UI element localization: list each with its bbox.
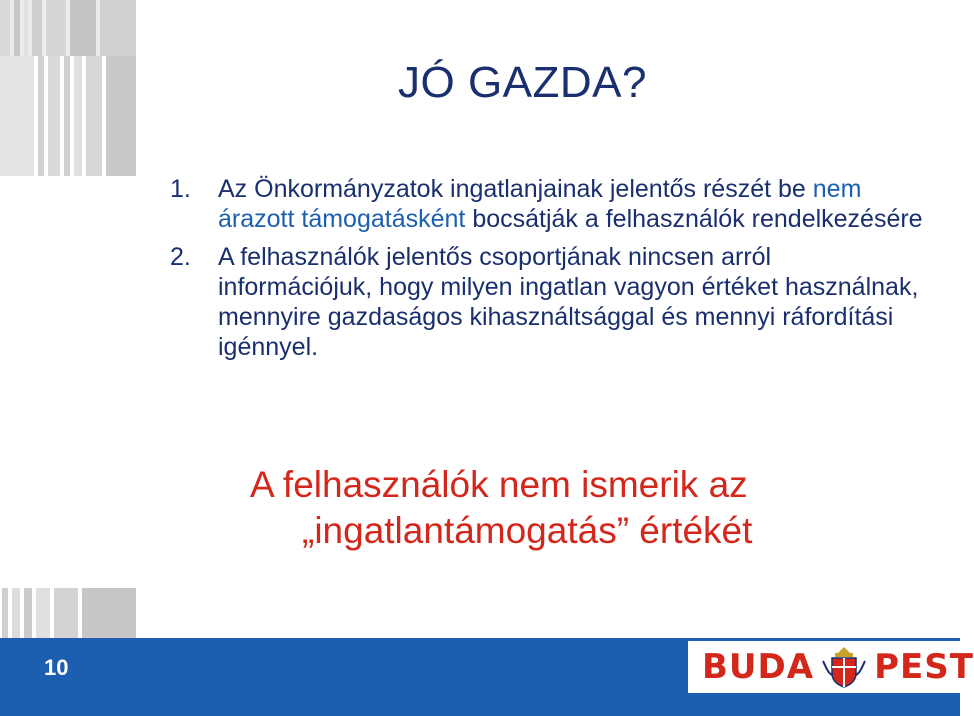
budapest-logo	[688, 641, 974, 693]
slide-title: JÓ GAZDA?	[398, 58, 647, 107]
conclusion-line-1: A felhasználók nem ismerik az	[250, 464, 748, 505]
list-item-number: 1.	[170, 175, 191, 203]
logo-wordmark	[702, 645, 974, 689]
decorative-stripes-top	[0, 0, 136, 56]
list-item	[170, 174, 930, 234]
list-item	[170, 242, 930, 362]
logo-pest-text: PEST	[874, 647, 974, 687]
decorative-stripes-bottom	[0, 588, 136, 638]
bullet-list	[170, 174, 930, 370]
list-item-text: A felhasználók jelentős csoportjának nincsen arról információjuk, hogy milyen ingatlan vagyon értéket használnak, mennyire gazdaságos kihasználtsággal és mennyi ráfordítási igénnyel.	[218, 243, 919, 361]
coat-of-arms-icon	[820, 645, 868, 689]
conclusion-line-2: „ingatlantámogatás” értékét	[302, 510, 753, 551]
page-number: 10	[44, 655, 69, 680]
conclusion-text	[250, 462, 890, 554]
decorative-stripes-side	[0, 56, 136, 586]
highlighted-text: nem árazott támogatásként	[218, 175, 862, 233]
text-segment: bocsátják a felhasználók rendelkezésére	[465, 205, 923, 233]
logo-buda-text: BUDA	[702, 647, 815, 687]
text-segment: Az Önkormányzatok ingatlanjainak jelentős részét be	[218, 175, 813, 203]
list-item-number: 2.	[170, 243, 191, 271]
list-item-text	[218, 175, 923, 233]
